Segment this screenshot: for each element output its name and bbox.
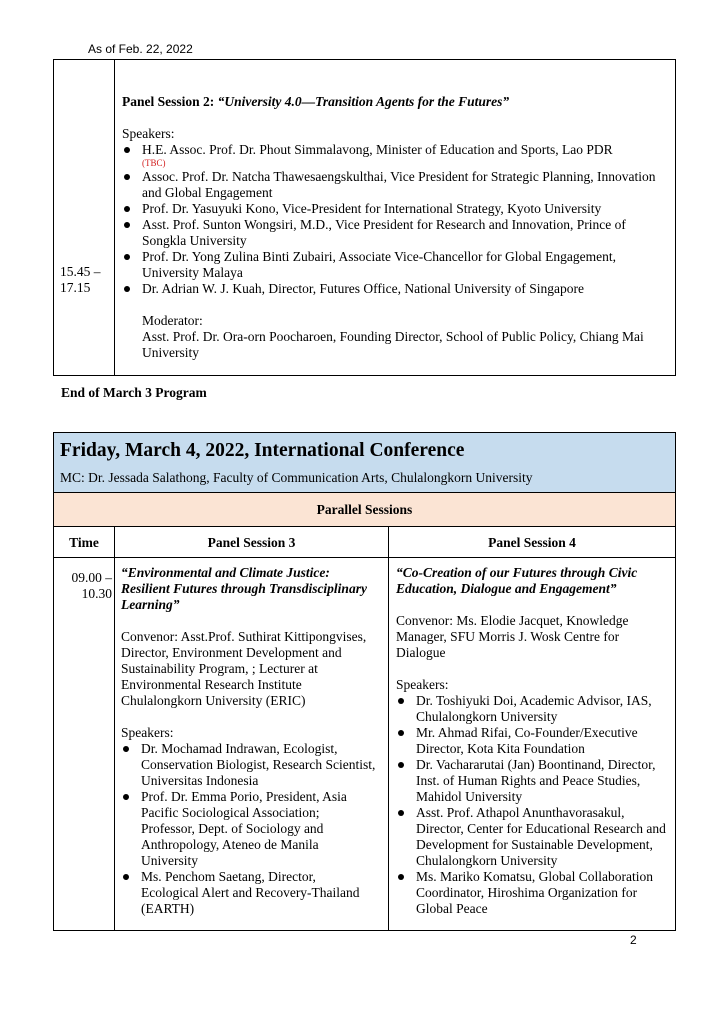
- session-4-convenor: Convenor: Ms. Elodie Jacquet, Knowledge Manager, SFU Morris J. Wosk Centre for Dialogue: [396, 613, 629, 660]
- speaker-item: Asst. Prof. Sunton Wongsiri, M.D., Vice President for Research and Innovation, Prince of Songkla University: [122, 217, 670, 249]
- panel-3-column-header: Panel Session 3: [207, 535, 296, 550]
- tbc-note: (TBC): [142, 158, 166, 168]
- session-3-convenor: Convenor: Asst.Prof. Suthirat Kittipongvises, Director, Environment Development and Sustainability Program, ; Lecturer at Environmental Research Institute Chulalongkorn University (ERIC): [121, 629, 367, 708]
- speaker-item: Assoc. Prof. Dr. Natcha Thawesaengskulthai, Vice President for Strategic Planning, Innovation and Global Engagement: [122, 169, 670, 201]
- day-title: Friday, March 4, 2022, International Conference: [60, 440, 465, 461]
- time-column-header: Time: [69, 535, 99, 550]
- march-4-table: [53, 432, 676, 931]
- speaker-item: Prof. Dr. Yong Zulina Binti Zubairi, Associate Vice-Chancellor for Global Engagement, University Malaya: [122, 249, 670, 281]
- speaker-item: Ms. Penchom Saetang, Director, Ecological Alert and Recovery-Thailand (EARTH): [121, 869, 376, 917]
- moderator-label: Moderator:: [142, 313, 203, 328]
- mc-line: MC: Dr. Jessada Salathong, Faculty of Communication Arts, Chulalongkorn University: [60, 470, 533, 485]
- column-divider: [388, 527, 389, 930]
- speakers-label: Speakers:: [396, 677, 449, 692]
- parallel-sessions-header: Parallel Sessions: [54, 493, 675, 527]
- session-title: “University 4.0—Transition Agents for the Futures”: [217, 94, 510, 109]
- speaker-item: Dr. Vachararutai (Jan) Boontinand, Director, Inst. of Human Rights and Peace Studies, Mahidol University: [396, 757, 668, 805]
- speaker-item: Prof. Dr. Emma Porio, President, Asia Pacific Sociological Association; Professor, Dept. of Sociology and Anthropology, Ateneo de Manila University: [121, 789, 376, 869]
- session-3-4-time: [62, 570, 112, 602]
- as-of-date: As of Feb. 22, 2022: [88, 42, 193, 56]
- column-headers: [54, 527, 675, 558]
- time-end: 10.30: [81, 586, 112, 601]
- session-2-title: [122, 94, 670, 110]
- session-2-content: [122, 94, 670, 361]
- moderator-name: Asst. Prof. Dr. Ora-orn Poocharoen, Founding Director, School of Public Policy, Chiang Mai University: [142, 329, 644, 360]
- speakers-list: [121, 741, 376, 917]
- speaker-item: [122, 142, 670, 169]
- session-4-title: “Co-Creation of our Futures through Civic Education, Dialogue and Engagement”: [396, 565, 638, 596]
- speaker-item: Dr. Toshiyuki Doi, Academic Advisor, IAS, Chulalongkorn University: [396, 693, 668, 725]
- speaker-item: Dr. Mochamad Indrawan, Ecologist, Conservation Biologist, Research Scientist, Universitas Indonesia: [121, 741, 376, 789]
- speakers-label: Speakers:: [122, 126, 175, 141]
- end-of-program-note: End of March 3 Program: [61, 385, 207, 400]
- speaker-text: H.E. Assoc. Prof. Dr. Phout Simmalavong, Minister of Education and Sports, Lao PDR: [142, 142, 613, 157]
- speaker-item: Prof. Dr. Yasuyuki Kono, Vice-President for International Strategy, Kyoto University: [122, 201, 670, 217]
- column-divider: [114, 527, 115, 930]
- session-2-table: [53, 59, 676, 376]
- speaker-item: Dr. Adrian W. J. Kuah, Director, Futures Office, National University of Singapore: [122, 281, 670, 297]
- column-divider: [114, 60, 115, 375]
- speakers-label: Speakers:: [121, 725, 174, 740]
- speaker-item: Ms. Mariko Komatsu, Global Collaboration Coordinator, Hiroshima Organization for Global Peace: [396, 869, 668, 917]
- panel-session-4: [396, 565, 668, 917]
- time-start: 15.45 –: [60, 264, 101, 279]
- panel-4-column-header: Panel Session 4: [488, 535, 576, 550]
- session-3-title: “Environmental and Climate Justice: Resilient Futures through Transdisciplinary Learning”: [121, 565, 367, 612]
- time-start: 09.00 –: [71, 570, 112, 585]
- speakers-list: [396, 693, 668, 917]
- panel-session-3: [121, 565, 376, 917]
- speakers-list: [122, 142, 670, 297]
- time-end: 17.15: [60, 280, 91, 295]
- session-2-time: [60, 264, 112, 296]
- page-number: 2: [630, 933, 637, 947]
- speaker-item: Mr. Ahmad Rifai, Co-Founder/Executive Director, Kota Kita Foundation: [396, 725, 668, 757]
- speaker-item: Asst. Prof. Athapol Anunthavorasakul, Director, Center for Educational Research and Development for Sustainable Development, Chulalongkorn University: [396, 805, 668, 869]
- day-header: [54, 433, 675, 493]
- session-label: Panel Session 2:: [122, 94, 218, 109]
